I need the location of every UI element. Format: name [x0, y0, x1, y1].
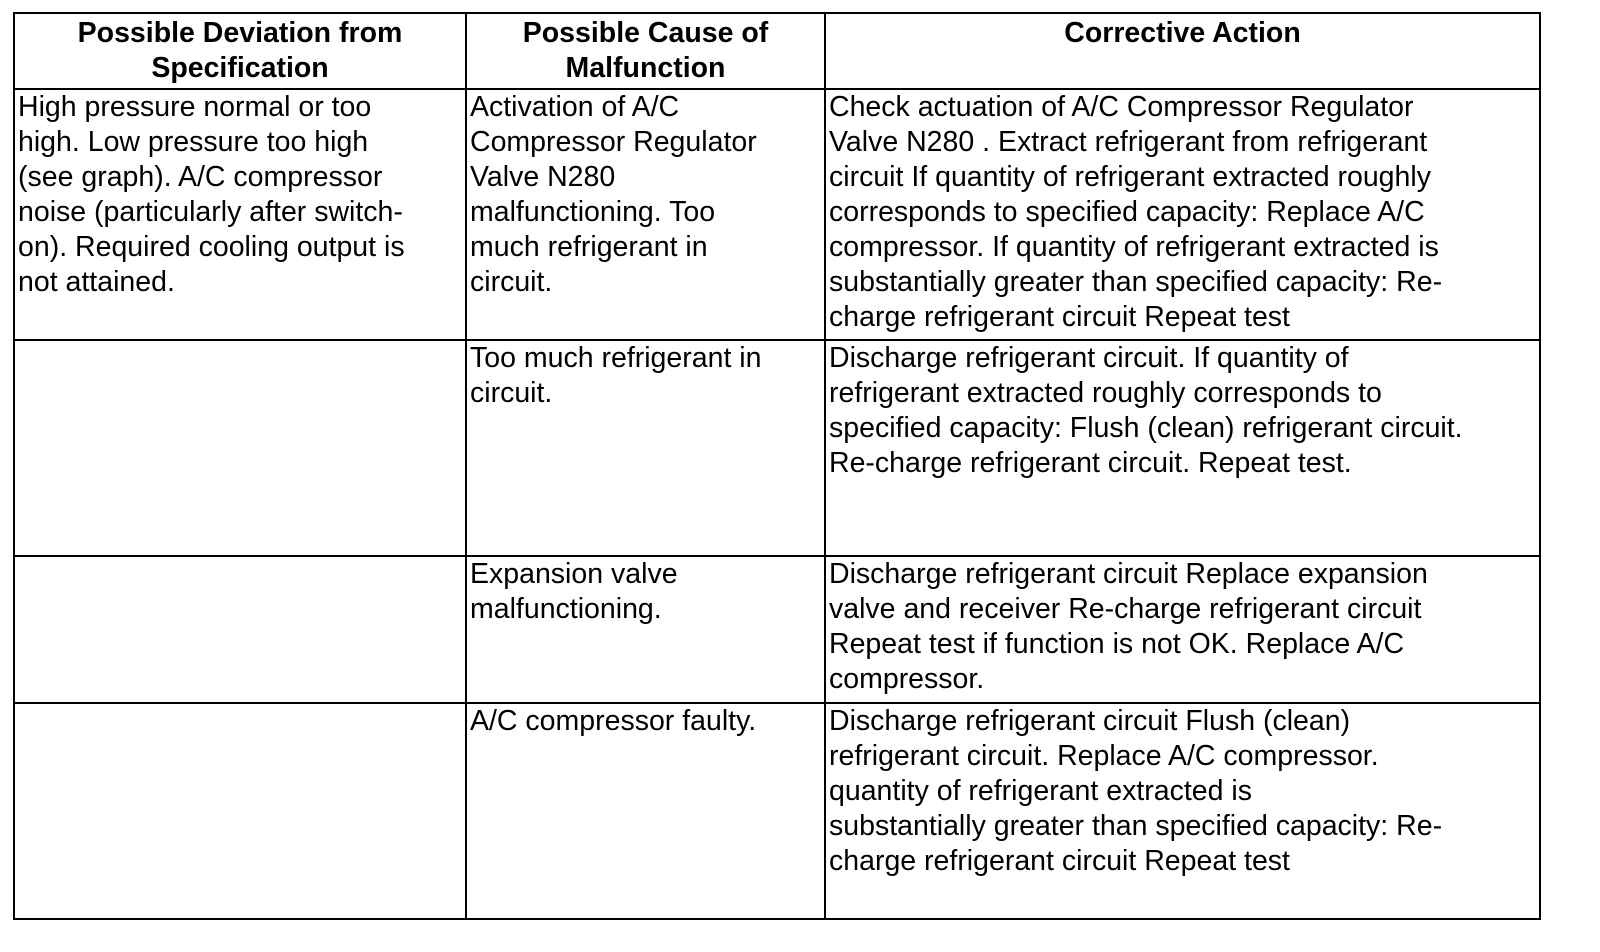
deviation-cell: [14, 703, 466, 919]
table-body: [14, 89, 1540, 919]
header-cause: Possible Cause of Malfunction: [466, 13, 825, 89]
action-cell: Discharge refrigerant circuit. If quantity of refrigerant extracted roughly corresponds to specified capacity: Flush (clean) refrigerant circuit. Re-charge refrigerant circuit. Repeat test.: [825, 340, 1540, 556]
table-row: [14, 703, 1540, 919]
action-cell: Check actuation of A/C Compressor Regulator Valve N280 . Extract refrigerant from refrigerant circuit If quantity of refrigerant extracted roughly corresponds to specified capacity: Replace A/C compressor. If quantity of refrigerant extracted is substantially greater than specified capacity: Re- charge refrigerant circuit Repeat test: [825, 89, 1540, 340]
action-cell: Discharge refrigerant circuit Replace expansion valve and receiver Re-charge refrigerant circuit Repeat test if function is not OK. Replace A/C compressor.: [825, 556, 1540, 703]
table-row: [14, 340, 1540, 556]
header-row: [14, 13, 1540, 89]
deviation-cell: [14, 556, 466, 703]
table-header: [14, 13, 1540, 89]
action-cell: Discharge refrigerant circuit Flush (clean) refrigerant circuit. Replace A/C compressor. quantity of refrigerant extracted is substantially greater than specified capacity: Re- charge refrigerant circuit Repeat test: [825, 703, 1540, 919]
cause-cell: Too much refrigerant in circuit.: [466, 340, 825, 556]
cause-cell: Activation of A/C Compressor Regulator Valve N280 malfunctioning. Too much refrigerant in circuit.: [466, 89, 825, 340]
header-action: Corrective Action: [825, 13, 1540, 89]
deviation-cell: [14, 340, 466, 556]
table-row: [14, 89, 1540, 340]
deviation-cell: High pressure normal or too high. Low pressure too high (see graph). A/C compressor noise (particularly after switch- on). Required cooling output is not attained.: [14, 89, 466, 340]
table-row: [14, 556, 1540, 703]
cause-cell: Expansion valve malfunctioning.: [466, 556, 825, 703]
header-deviation: Possible Deviation from Specification: [14, 13, 466, 89]
cause-cell: A/C compressor faulty.: [466, 703, 825, 919]
troubleshooting-table: [13, 12, 1541, 920]
